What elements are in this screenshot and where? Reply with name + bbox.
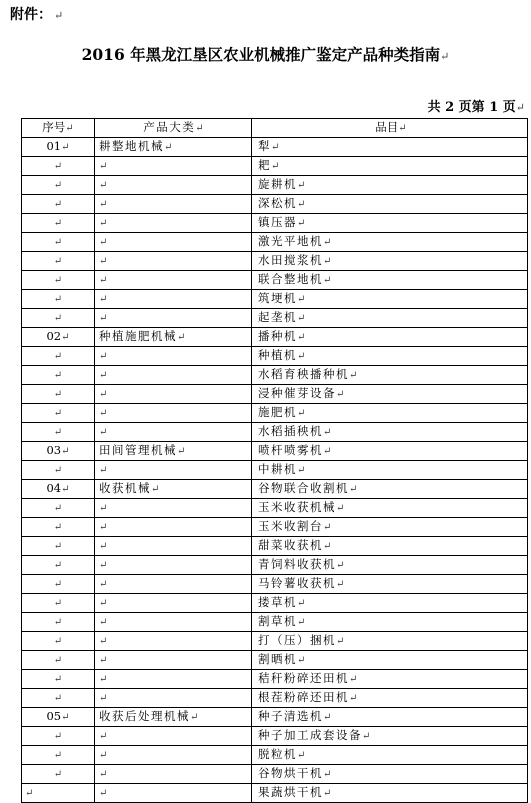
cell-product-category — [95, 765, 252, 784]
paragraph-mark-icon: ↵ — [99, 560, 108, 571]
paragraph-mark-icon: ↵ — [99, 522, 108, 533]
table-row — [22, 689, 528, 708]
cell-product-category — [95, 651, 252, 670]
cell-product-category — [95, 613, 252, 632]
cell-serial-number — [22, 537, 95, 556]
cell-item: 果蔬烘干机↵ — [252, 784, 528, 803]
paragraph-mark-icon: ↵ — [61, 484, 70, 495]
paragraph-mark-icon: ↵ — [61, 332, 70, 343]
cell-serial-number — [22, 404, 95, 423]
table-row — [22, 423, 528, 442]
table-row — [22, 385, 528, 404]
cell-product-category — [95, 195, 252, 214]
paragraph-mark-icon: ↵ — [99, 693, 108, 704]
paragraph-mark-icon: ↵ — [297, 598, 306, 609]
cell-serial-number — [22, 233, 95, 252]
paragraph-mark-icon: ↵ — [99, 408, 108, 419]
paragraph-mark-icon: ↵ — [53, 598, 63, 609]
paragraph-mark-icon: ↵ — [53, 560, 63, 571]
paragraph-mark-icon: ↵ — [323, 256, 332, 267]
paragraph-mark-icon: ↵ — [53, 522, 63, 533]
paragraph-mark-icon: ↵ — [297, 617, 306, 628]
cell-product-category — [95, 423, 252, 442]
cell-item: 浸种催芽设备↵ — [252, 385, 528, 404]
cell-product-category — [95, 290, 252, 309]
cell-item: 播种机↵ — [252, 328, 528, 347]
cell-serial-number — [22, 594, 95, 613]
paragraph-mark-icon: ↵ — [61, 142, 70, 153]
paragraph-mark-icon: ↵ — [99, 788, 108, 799]
paragraph-mark-icon: ↵ — [349, 370, 358, 381]
cell-serial-number — [22, 309, 95, 328]
paragraph-mark-icon: ↵ — [53, 351, 63, 362]
cell-item: 镇压器↵ — [252, 214, 528, 233]
cell-product-category — [95, 727, 252, 746]
cell-product-category — [95, 670, 252, 689]
cell-item: 起垄机↵ — [252, 309, 528, 328]
paragraph-mark-icon: ↵ — [61, 712, 70, 723]
paragraph-mark-icon: ↵ — [297, 199, 306, 210]
paragraph-mark-icon: ↵ — [151, 484, 160, 495]
table-row — [22, 575, 528, 594]
paragraph-mark-icon: ↵ — [99, 750, 108, 761]
cell-product-category: 收获机械↵ — [95, 480, 252, 499]
cell-item: 施肥机↵ — [252, 404, 528, 423]
cell-serial-number — [22, 176, 95, 195]
paragraph-mark-icon: ↵ — [297, 294, 306, 305]
paragraph-mark-icon: ↵ — [53, 465, 63, 476]
table-row — [22, 727, 528, 746]
cell-product-category — [95, 157, 252, 176]
cell-product-category — [95, 385, 252, 404]
cell-serial-number — [22, 765, 95, 784]
table-row — [22, 347, 528, 366]
cell-product-category — [95, 537, 252, 556]
table-row — [22, 784, 528, 803]
table-row — [22, 556, 528, 575]
paragraph-mark-icon: ↵ — [362, 731, 371, 742]
paragraph-mark-icon: ↵ — [323, 769, 332, 780]
paragraph-mark-icon: ↵ — [53, 256, 63, 267]
cell-item: 秸秆粉碎还田机↵ — [252, 670, 528, 689]
paragraph-mark-icon: ↵ — [336, 636, 345, 647]
paragraph-mark-icon: ↵ — [53, 408, 63, 419]
cell-product-category — [95, 518, 252, 537]
paragraph-mark-icon: ↵ — [99, 617, 108, 628]
paragraph-mark-icon: ↵ — [99, 579, 108, 590]
paragraph-mark-icon: ↵ — [271, 142, 280, 153]
attachment-label-text: 附件： — [10, 7, 52, 23]
paragraph-mark-icon: ↵ — [53, 199, 63, 210]
cell-product-category — [95, 252, 252, 271]
cell-product-category — [95, 347, 252, 366]
header-serial-number: 序号↵ — [22, 119, 95, 138]
paragraph-mark-icon: ↵ — [53, 693, 63, 704]
cell-serial-number — [22, 651, 95, 670]
paragraph-mark-icon: ↵ — [398, 123, 407, 134]
cell-serial-number — [22, 727, 95, 746]
paragraph-mark-icon: ↵ — [99, 769, 108, 780]
cell-product-category — [95, 499, 252, 518]
table-row — [22, 404, 528, 423]
table-row — [22, 613, 528, 632]
paragraph-mark-icon: ↵ — [99, 503, 108, 514]
paragraph-mark-icon: ↵ — [271, 161, 280, 172]
paragraph-mark-icon: ↵ — [336, 579, 345, 590]
cell-item: 谷物联合收割机↵ — [252, 480, 528, 499]
paragraph-mark-icon: ↵ — [349, 484, 358, 495]
paragraph-mark-icon: ↵ — [99, 465, 108, 476]
document-title-text: 2016 年黑龙江垦区农业机械推广鉴定产品种类指南 — [81, 45, 441, 64]
table-row — [22, 518, 528, 537]
paragraph-mark-icon: ↵ — [349, 693, 358, 704]
cell-item: 筑埂机↵ — [252, 290, 528, 309]
cell-product-category — [95, 594, 252, 613]
paragraph-mark-icon: ↵ — [65, 123, 74, 134]
paragraph-mark-icon: ↵ — [99, 180, 108, 191]
cell-item: 谷物烘干机↵ — [252, 765, 528, 784]
paragraph-mark-icon: ↵ — [53, 275, 63, 286]
cell-item: 割晒机↵ — [252, 651, 528, 670]
table-row — [22, 670, 528, 689]
cell-item: 割草机↵ — [252, 613, 528, 632]
cell-product-category: 耕整地机械↵ — [95, 138, 252, 157]
cell-item: 旋耕机↵ — [252, 176, 528, 195]
cell-serial-number — [22, 385, 95, 404]
table-row — [22, 746, 528, 765]
paragraph-mark-icon: ↵ — [164, 142, 173, 153]
paragraph-mark-icon: ↵ — [53, 389, 63, 400]
cell-serial-number — [22, 556, 95, 575]
page-info — [428, 96, 525, 115]
cell-product-category — [95, 233, 252, 252]
cell-item: 水稻育秧播种机↵ — [252, 366, 528, 385]
paragraph-mark-icon: ↵ — [323, 427, 332, 438]
cell-item: 耙↵ — [252, 157, 528, 176]
cell-item: 种植机↵ — [252, 347, 528, 366]
paragraph-mark-icon: ↵ — [53, 427, 63, 438]
paragraph-mark-icon: ↵ — [297, 351, 306, 362]
paragraph-mark-icon: ↵ — [99, 218, 108, 229]
paragraph-mark-icon: ↵ — [53, 294, 63, 305]
cell-item: 种子清选机↵ — [252, 708, 528, 727]
cell-item: 中耕机↵ — [252, 461, 528, 480]
cell-serial-number: 01↵ — [22, 138, 95, 157]
paragraph-mark-icon: ↵ — [336, 389, 345, 400]
paragraph-mark-icon: ↵ — [99, 313, 108, 324]
cell-serial-number — [22, 746, 95, 765]
table-row — [22, 290, 528, 309]
table-row — [22, 366, 528, 385]
table-row — [22, 480, 528, 499]
table-row — [22, 632, 528, 651]
cell-product-category: 种植施肥机械↵ — [95, 328, 252, 347]
paragraph-mark-icon: ↵ — [53, 674, 63, 685]
paragraph-mark-icon: ↵ — [53, 636, 63, 647]
paragraph-mark-icon: ↵ — [323, 237, 332, 248]
table-row — [22, 594, 528, 613]
paragraph-mark-icon: ↵ — [54, 9, 64, 22]
cell-item: 马铃薯收获机↵ — [252, 575, 528, 594]
paragraph-mark-icon: ↵ — [99, 731, 108, 742]
cell-item: 根茬粉碎还田机↵ — [252, 689, 528, 708]
cell-item: 脱粒机↵ — [252, 746, 528, 765]
cell-serial-number — [22, 575, 95, 594]
table-row — [22, 176, 528, 195]
paragraph-mark-icon: ↵ — [323, 712, 332, 723]
cell-product-category — [95, 461, 252, 480]
paragraph-mark-icon: ↵ — [53, 617, 63, 628]
cell-item: 种子加工成套设备↵ — [252, 727, 528, 746]
cell-serial-number — [22, 613, 95, 632]
cell-item: 搂草机↵ — [252, 594, 528, 613]
cell-serial-number: 02↵ — [22, 328, 95, 347]
paragraph-mark-icon: ↵ — [53, 750, 63, 761]
paragraph-mark-icon: ↵ — [297, 218, 306, 229]
table-row — [22, 442, 528, 461]
paragraph-mark-icon: ↵ — [53, 237, 63, 248]
paragraph-mark-icon: ↵ — [61, 446, 70, 457]
table-row — [22, 765, 528, 784]
cell-serial-number — [22, 423, 95, 442]
cell-item: 玉米收获机械↵ — [252, 499, 528, 518]
cell-product-category — [95, 689, 252, 708]
paragraph-mark-icon: ↵ — [297, 180, 306, 191]
paragraph-mark-icon: ↵ — [53, 218, 63, 229]
cell-serial-number — [22, 461, 95, 480]
paragraph-mark-icon: ↵ — [53, 370, 63, 381]
paragraph-mark-icon: ↵ — [297, 655, 306, 666]
paragraph-mark-icon: ↵ — [190, 712, 199, 723]
cell-serial-number: 04↵ — [22, 480, 95, 499]
cell-product-category — [95, 366, 252, 385]
table-row — [22, 157, 528, 176]
paragraph-mark-icon: ↵ — [53, 655, 63, 666]
paragraph-mark-icon: ↵ — [99, 674, 108, 685]
table-body — [22, 138, 528, 803]
paragraph-mark-icon: ↵ — [336, 560, 345, 571]
cell-serial-number — [22, 214, 95, 233]
cell-product-category — [95, 784, 252, 803]
paragraph-mark-icon: ↵ — [297, 465, 306, 476]
paragraph-mark-icon: ↵ — [99, 275, 108, 286]
table-row — [22, 461, 528, 480]
cell-serial-number — [22, 290, 95, 309]
table-row — [22, 708, 528, 727]
paragraph-mark-icon: ↵ — [323, 541, 332, 552]
paragraph-mark-icon: ↵ — [99, 237, 108, 248]
cell-item: 喷杆喷雾机↵ — [252, 442, 528, 461]
cell-item: 玉米收割台↵ — [252, 518, 528, 537]
table-row — [22, 195, 528, 214]
paragraph-mark-icon: ↵ — [323, 275, 332, 286]
paragraph-mark-icon: ↵ — [99, 294, 108, 305]
cell-product-category — [95, 746, 252, 765]
paragraph-mark-icon: ↵ — [297, 313, 306, 324]
paragraph-mark-icon: ↵ — [53, 161, 63, 172]
table-row — [22, 328, 528, 347]
cell-serial-number — [22, 195, 95, 214]
paragraph-mark-icon: ↵ — [349, 674, 358, 685]
paragraph-mark-icon: ↵ — [53, 541, 63, 552]
cell-item: 激光平地机↵ — [252, 233, 528, 252]
paragraph-mark-icon: ↵ — [53, 731, 63, 742]
table-header-row — [22, 119, 528, 138]
page-info-text: 共 2 页第 1 页 — [427, 100, 516, 115]
cell-serial-number — [22, 670, 95, 689]
paragraph-mark-icon: ↵ — [336, 503, 345, 514]
paragraph-mark-icon: ↵ — [25, 788, 34, 799]
paragraph-mark-icon: ↵ — [515, 101, 525, 114]
table-row — [22, 233, 528, 252]
cell-item: 打（压）捆机↵ — [252, 632, 528, 651]
paragraph-mark-icon: ↵ — [53, 313, 63, 324]
table-row — [22, 309, 528, 328]
paragraph-mark-icon: ↵ — [177, 446, 186, 457]
cell-product-category — [95, 214, 252, 233]
cell-serial-number — [22, 784, 95, 803]
cell-item: 水田搅浆机↵ — [252, 252, 528, 271]
cell-serial-number: 05↵ — [22, 708, 95, 727]
table-row — [22, 271, 528, 290]
cell-product-category — [95, 575, 252, 594]
paragraph-mark-icon: ↵ — [297, 332, 306, 343]
cell-serial-number — [22, 347, 95, 366]
cell-serial-number: 03↵ — [22, 442, 95, 461]
paragraph-mark-icon: ↵ — [53, 503, 63, 514]
table-row — [22, 252, 528, 271]
product-category-table — [21, 118, 528, 803]
cell-serial-number — [22, 499, 95, 518]
cell-serial-number — [22, 518, 95, 537]
attachment-label — [10, 4, 63, 24]
paragraph-mark-icon: ↵ — [53, 769, 63, 780]
paragraph-mark-icon: ↵ — [99, 427, 108, 438]
cell-product-category — [95, 556, 252, 575]
paragraph-mark-icon: ↵ — [177, 332, 186, 343]
paragraph-mark-icon: ↵ — [53, 180, 63, 191]
paragraph-mark-icon: ↵ — [99, 199, 108, 210]
paragraph-mark-icon: ↵ — [53, 579, 63, 590]
cell-product-category — [95, 176, 252, 195]
paragraph-mark-icon: ↵ — [323, 522, 332, 533]
paragraph-mark-icon: ↵ — [323, 788, 332, 799]
paragraph-mark-icon: ↵ — [99, 370, 108, 381]
cell-product-category — [95, 309, 252, 328]
cell-serial-number — [22, 157, 95, 176]
paragraph-mark-icon: ↵ — [323, 446, 332, 457]
paragraph-mark-icon: ↵ — [99, 389, 108, 400]
paragraph-mark-icon: ↵ — [195, 123, 204, 134]
cell-product-category: 收获后处理机械↵ — [95, 708, 252, 727]
table-row — [22, 214, 528, 233]
paragraph-mark-icon: ↵ — [297, 408, 306, 419]
table-row — [22, 651, 528, 670]
paragraph-mark-icon: ↵ — [99, 636, 108, 647]
table-row — [22, 537, 528, 556]
cell-item: 深松机↵ — [252, 195, 528, 214]
cell-item: 青饲料收获机↵ — [252, 556, 528, 575]
cell-serial-number — [22, 689, 95, 708]
paragraph-mark-icon: ↵ — [99, 256, 108, 267]
cell-product-category: 田间管理机械↵ — [95, 442, 252, 461]
paragraph-mark-icon: ↵ — [99, 351, 108, 362]
paragraph-mark-icon: ↵ — [99, 598, 108, 609]
cell-item: 犁↵ — [252, 138, 528, 157]
paragraph-mark-icon: ↵ — [297, 750, 306, 761]
cell-item: 联合整地机↵ — [252, 271, 528, 290]
header-item: 品目↵ — [252, 119, 528, 138]
cell-serial-number — [22, 632, 95, 651]
cell-product-category — [95, 404, 252, 423]
table-row — [22, 499, 528, 518]
paragraph-mark-icon: ↵ — [440, 50, 450, 63]
paragraph-mark-icon: ↵ — [99, 655, 108, 666]
cell-product-category — [95, 632, 252, 651]
cell-item: 甜菜收获机↵ — [252, 537, 528, 556]
table-row — [22, 138, 528, 157]
header-product-category: 产品大类↵ — [95, 119, 252, 138]
cell-serial-number — [22, 366, 95, 385]
document-title — [0, 43, 531, 65]
paragraph-mark-icon: ↵ — [99, 161, 108, 172]
cell-product-category — [95, 271, 252, 290]
cell-item: 水稻插秧机↵ — [252, 423, 528, 442]
cell-serial-number — [22, 252, 95, 271]
cell-serial-number — [22, 271, 95, 290]
paragraph-mark-icon: ↵ — [99, 541, 108, 552]
